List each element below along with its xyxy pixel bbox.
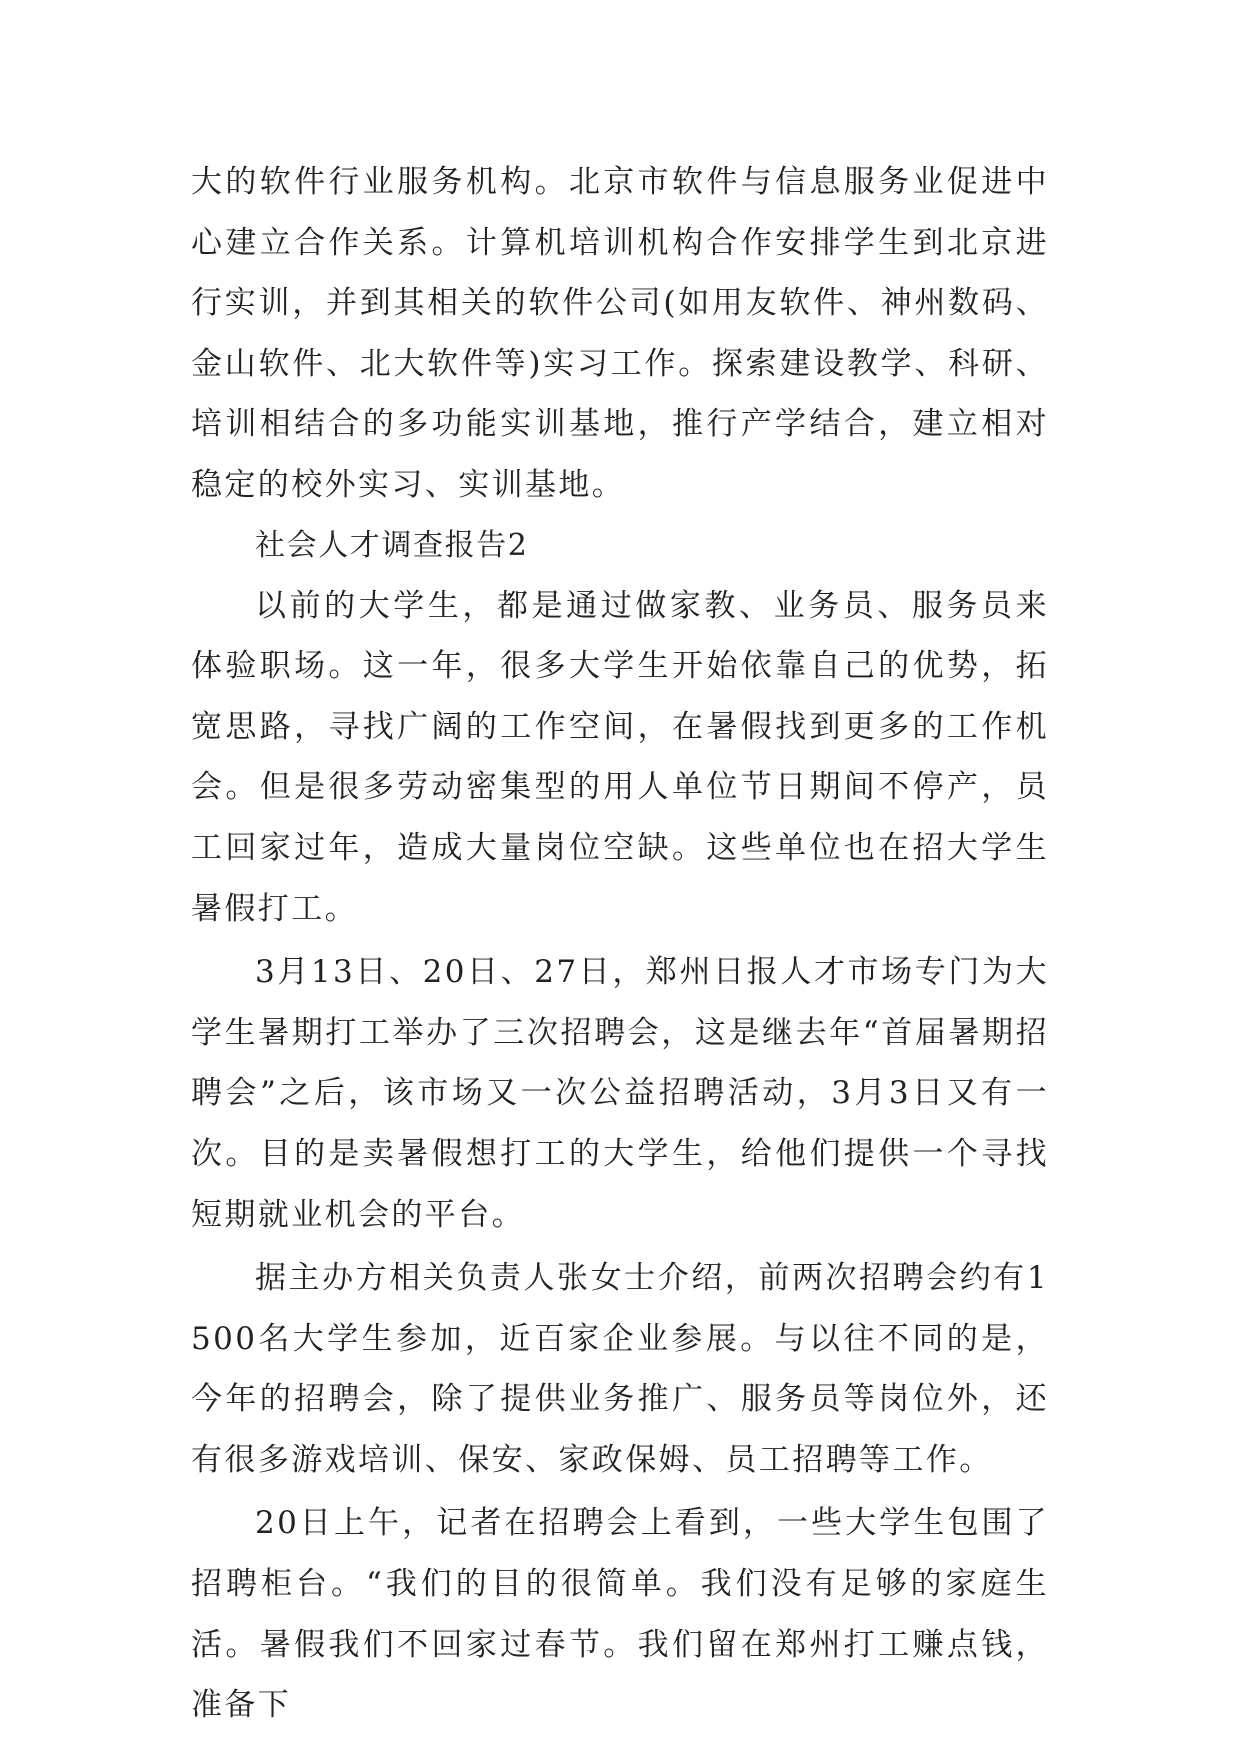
paragraph-training-bases: 大的软件行业服务机构。北京市软件与信息服务业促进中心建立合作关系。计算机培训机构合作安排学生到北京进行实训，并到其相关的软件公司(如用友软件、神州数码、金山软件、北大软件等)实习工作。探索建设教学、科研、培训相结合的多功能实训基地，推行产学结合，建立相对稳定的校外实习、实训基地。: [191, 164, 1049, 503]
section-heading: 社会人才调查报告2: [255, 527, 529, 563]
paragraph-job-fairs: 3月13日、20日、27日，郑州日报人才市场专门为大学生暑期打工举办了三次招聘会，这是继去年“首届暑期招聘会”之后，该市场又一次公益招聘活动，3月3日又有一次。目的是卖暑假想打工的大学生，给他们提供一个寻找短期就业机会的平台。: [191, 954, 1049, 1233]
document-body: [191, 152, 1049, 1736]
paragraph-organizer-intro: 据主办方相关负责人张女士介绍，前两次招聘会约有1500名大学生参加，近百家企业参展。与以往不同的是，今年的招聘会，除了提供业务推广、服务员等岗位外，还有很多游戏培训、保安、家政保姆、员工招聘等工作。: [191, 1260, 1049, 1478]
paragraph-reporter-observation: 20日上午，记者在招聘会上看到，一些大学生包围了招聘柜台。“我们的目的很简单。我们没有足够的家庭生活。暑假我们不回家过春节。我们留在郑州打工赚点钱，准备下: [191, 1505, 1049, 1724]
paragraph-student-jobs: 以前的大学生，都是通过做家教、业务员、服务员来体验职场。这一年，很多大学生开始依靠自己的优势，拓宽思路，寻找广阔的工作空间，在暑假找到更多的工作机会。但是很多劳动密集型的用人单位节日期间不停产，员工回家过年，造成大量岗位空缺。这些单位也在招大学生暑假打工。: [191, 587, 1049, 927]
